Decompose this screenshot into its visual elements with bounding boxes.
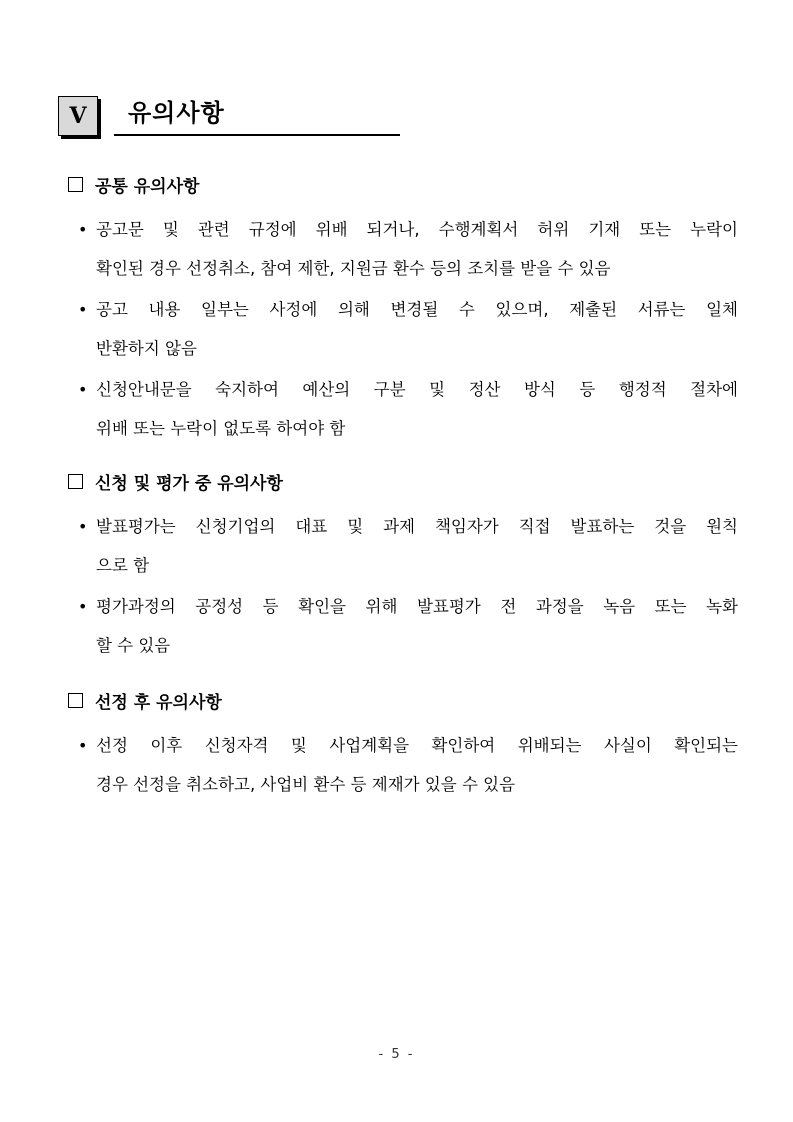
bullet-dot-icon: • xyxy=(78,220,88,239)
bullet-list xyxy=(68,726,738,804)
section-heading-text: 신청 및 평가 중 유의사항 xyxy=(95,473,283,494)
bullet-text-line: 선정 이후 신청자격 및 사업계획을 확인하여 위배되는 사실이 확인되는 xyxy=(96,736,738,755)
bullet-text-line: 할 수 있음 xyxy=(96,636,171,655)
chapter-number-box: Ⅴ xyxy=(58,96,98,136)
bullet-item xyxy=(68,210,738,288)
checkbox-square-icon xyxy=(68,693,83,708)
chapter-title-underline xyxy=(114,134,400,136)
bullet-text-line: 공고 내용 일부는 사정에 의해 변경될 수 있으며, 제출된 서류는 일체 xyxy=(96,300,738,319)
bullet-dot-icon: • xyxy=(78,597,88,616)
chapter-header xyxy=(58,96,400,138)
bullet-text-line: 발표평가는 신청기업의 대표 및 과제 책임자가 직접 발표하는 것을 원칙 xyxy=(96,517,738,536)
bullet-dot-icon: • xyxy=(78,517,88,536)
bullet-dot-icon: • xyxy=(78,380,88,399)
bullet-dot-icon: • xyxy=(78,736,88,755)
checkbox-square-icon xyxy=(68,177,83,192)
section-heading xyxy=(68,688,738,712)
section-common-notes xyxy=(68,172,738,450)
checkbox-square-icon xyxy=(68,474,83,489)
section-application-evaluation-notes xyxy=(68,469,738,667)
bullet-text-line: 으로 함 xyxy=(96,556,150,575)
bullet-item xyxy=(68,507,738,585)
page-number: - 5 - xyxy=(378,1047,415,1062)
bullet-list xyxy=(68,507,738,665)
bullet-text-line: 위배 또는 누락이 없도록 하여야 함 xyxy=(96,419,346,438)
section-heading-text: 선정 후 유의사항 xyxy=(95,692,222,713)
bullet-dot-icon: • xyxy=(78,300,88,319)
section-post-selection-notes xyxy=(68,688,738,806)
bullet-item xyxy=(68,290,738,368)
bullet-text-line: 반환하지 않음 xyxy=(96,339,197,358)
section-heading xyxy=(68,172,738,196)
bullet-text-line: 공고문 및 관련 규정에 위배 되거나, 수행계획서 허위 기재 또는 누락이 xyxy=(96,220,738,239)
bullet-text-line: 확인된 경우 선정취소, 참여 제한, 지원금 환수 등의 조치를 받을 수 있음 xyxy=(96,259,611,278)
chapter-title: 유의사항 xyxy=(128,99,225,127)
bullet-list xyxy=(68,210,738,448)
bullet-item xyxy=(68,370,738,448)
section-heading xyxy=(68,469,738,493)
bullet-item xyxy=(68,587,738,665)
bullet-item xyxy=(68,726,738,804)
section-heading-text: 공통 유의사항 xyxy=(95,176,200,197)
bullet-text-line: 신청안내문을 숙지하여 예산의 구분 및 정산 방식 등 행정적 절차에 xyxy=(96,380,738,399)
bullet-text-line: 평가과정의 공정성 등 확인을 위해 발표평가 전 과정을 녹음 또는 녹화 xyxy=(96,597,738,616)
bullet-text-line: 경우 선정을 취소하고, 사업비 환수 등 제재가 있을 수 있음 xyxy=(96,775,516,794)
